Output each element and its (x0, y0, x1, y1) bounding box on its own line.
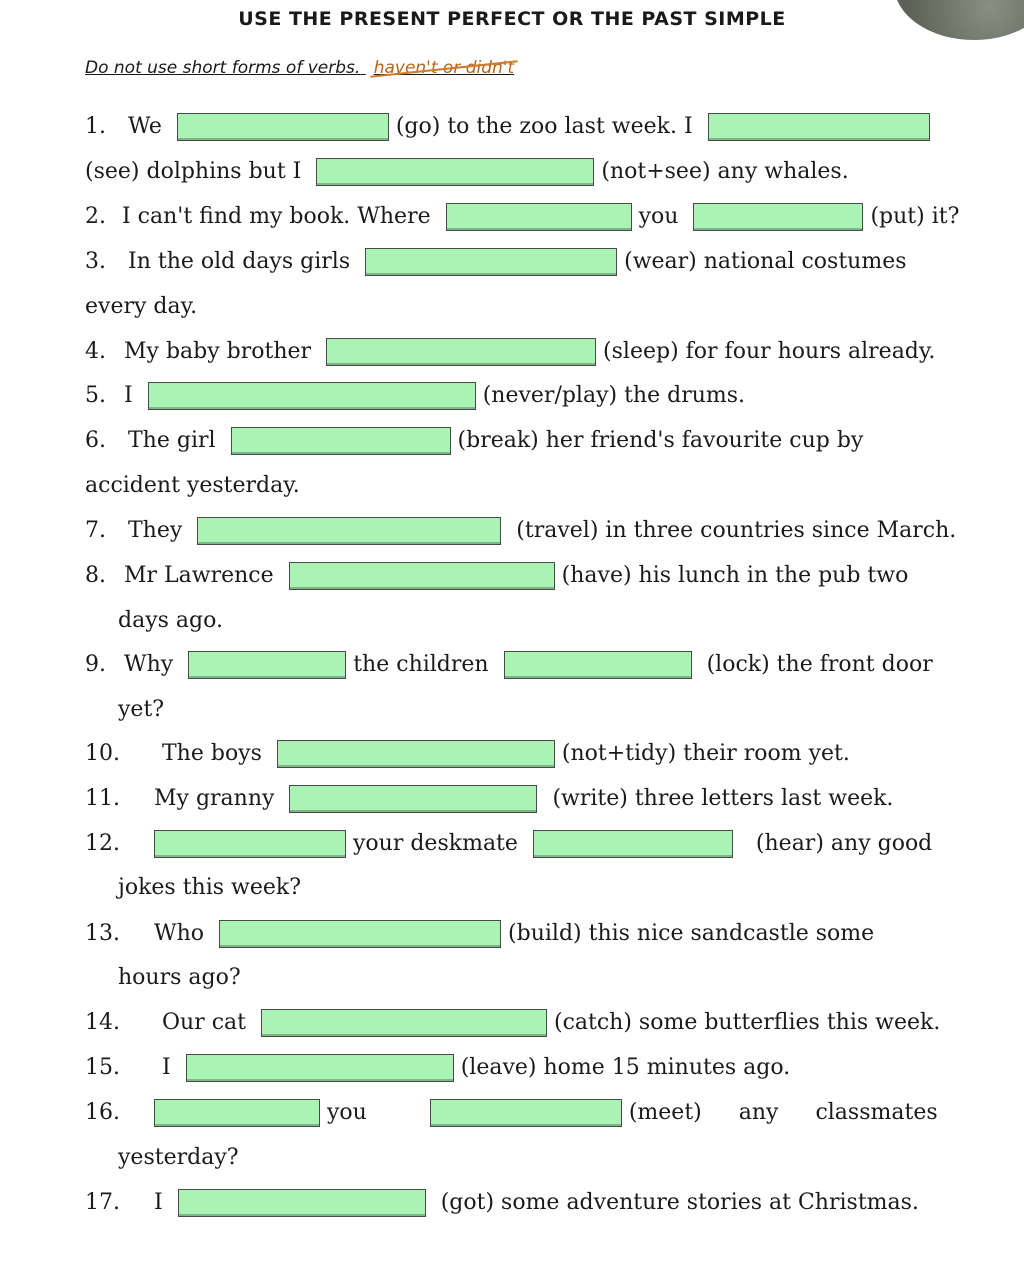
item-number: 1. (85, 114, 106, 139)
answer-box-4[interactable] (326, 338, 596, 366)
item-text: My baby brother (124, 339, 312, 364)
item-5 (85, 376, 745, 416)
item-number: 3. (85, 249, 106, 274)
item-number: 16. (85, 1100, 120, 1125)
item-text: We (128, 114, 162, 139)
item-number: 8. (85, 563, 106, 588)
item-number: 14. (85, 1010, 120, 1035)
item-text: (hear) any good (755, 831, 933, 856)
item-1-cont (85, 152, 849, 192)
item-text: (go) to the zoo last week. I (395, 114, 693, 139)
item-text: days ago. (118, 608, 223, 633)
item-15 (85, 1048, 790, 1088)
item-4 (85, 332, 935, 372)
item-text: hours ago? (118, 965, 241, 990)
item-9 (85, 645, 933, 685)
item-text: you (327, 1100, 367, 1125)
item-text: (wear) national costumes (624, 249, 907, 274)
instruction-label: Do not use short forms of verbs. (85, 58, 361, 78)
answer-box-3[interactable] (365, 248, 617, 276)
answer-box-7[interactable] (197, 517, 501, 545)
item-number: 9. (85, 652, 106, 677)
item-text: (never/play) the drums. (482, 383, 746, 408)
item-10 (85, 734, 850, 774)
item-text: I can't find my book. Where (122, 204, 431, 229)
item-text: (break) her friend's favourite cup by (457, 428, 864, 453)
answer-box-11[interactable] (289, 785, 537, 813)
answer-box-9b[interactable] (504, 651, 692, 679)
item-6-cont (85, 466, 300, 506)
item-17 (85, 1183, 919, 1223)
item-text: (have) his lunch in the pub two (561, 563, 909, 588)
item-text: (catch) some butterflies this week. (554, 1010, 941, 1035)
item-1 (85, 107, 930, 147)
item-11 (85, 779, 893, 819)
item-text: the children (353, 652, 489, 677)
answer-box-1b[interactable] (708, 113, 930, 141)
item-text: (not+tidy) their room yet. (561, 741, 850, 766)
item-text: (meet) any classmates (628, 1100, 938, 1125)
item-text: you (638, 204, 679, 229)
item-16 (85, 1093, 938, 1133)
instruction-text (85, 58, 514, 78)
item-12-cont (118, 868, 301, 908)
answer-box-9a[interactable] (188, 651, 346, 679)
item-text: (see) dolphins but I (85, 159, 302, 184)
item-text: Our cat (162, 1010, 246, 1035)
item-number: 4. (85, 339, 106, 364)
item-number: 15. (85, 1055, 120, 1080)
item-7 (85, 511, 956, 551)
item-text: In the old days girls (128, 249, 351, 274)
item-text: (build) this nice sandcastle some (508, 921, 875, 946)
item-text: (not+see) any whales. (601, 159, 849, 184)
item-text: your deskmate (353, 831, 518, 856)
answer-box-8[interactable] (289, 562, 555, 590)
item-text: I (162, 1055, 171, 1080)
item-text: (leave) home 15 minutes ago. (460, 1055, 791, 1080)
answer-box-14[interactable] (261, 1009, 547, 1037)
item-9-cont (118, 690, 164, 730)
answer-box-1a[interactable] (177, 113, 389, 141)
item-13 (85, 914, 874, 954)
item-text: The girl (128, 428, 216, 453)
item-number: 17. (85, 1190, 120, 1215)
item-number: 6. (85, 428, 106, 453)
item-text: (got) some adventure stories at Christmas. (440, 1190, 919, 1215)
item-text: Mr Lawrence (124, 563, 274, 588)
item-6 (85, 421, 863, 461)
item-text: The boys (162, 741, 262, 766)
item-text: I (154, 1190, 163, 1215)
item-number: 12. (85, 831, 120, 856)
item-text: (put) it? (870, 204, 960, 229)
item-text: every day. (85, 294, 198, 319)
item-text: (write) three letters last week. (552, 786, 894, 811)
answer-box-2a[interactable] (446, 203, 632, 231)
item-16-cont (118, 1138, 239, 1178)
item-text: I (124, 383, 133, 408)
item-text: They (128, 518, 183, 543)
item-14 (85, 1003, 940, 1043)
item-number: 5. (85, 383, 106, 408)
item-number: 7. (85, 518, 106, 543)
answer-box-15[interactable] (186, 1054, 454, 1082)
item-text: (lock) the front door (706, 652, 933, 677)
answer-box-17[interactable] (178, 1189, 426, 1217)
item-text: yet? (118, 697, 165, 722)
item-text: jokes this week? (118, 875, 302, 900)
item-text: (sleep) for four hours already. (603, 339, 936, 364)
item-number: 10. (85, 741, 120, 766)
item-8-cont (118, 601, 223, 641)
item-number: 11. (85, 786, 120, 811)
answer-box-6[interactable] (231, 427, 451, 455)
handwritten-annotation: haven't or didn't (373, 58, 515, 78)
answer-box-13[interactable] (219, 920, 501, 948)
item-8 (85, 556, 908, 596)
item-13-cont (118, 958, 241, 998)
item-text: (travel) in three countries since March. (516, 518, 957, 543)
item-text: My granny (154, 786, 275, 811)
item-3-cont (85, 287, 197, 327)
item-3 (85, 242, 907, 282)
worksheet-title: USE THE PRESENT PERFECT OR THE PAST SIMPLE (238, 8, 786, 30)
item-text: Why (124, 652, 174, 677)
answer-box-12a[interactable] (154, 830, 346, 858)
item-text: yesterday? (118, 1145, 239, 1170)
item-number: 13. (85, 921, 120, 946)
answer-box-16b[interactable] (430, 1099, 622, 1127)
item-2 (85, 197, 959, 237)
answer-box-5[interactable] (148, 382, 476, 410)
item-text: accident yesterday. (85, 473, 300, 498)
item-number: 2. (85, 204, 106, 229)
item-text: Who (154, 921, 205, 946)
answer-box-2b[interactable] (693, 203, 863, 231)
answer-box-10[interactable] (277, 740, 555, 768)
answer-box-16a[interactable] (154, 1099, 320, 1127)
answer-box-1c[interactable] (316, 158, 594, 186)
answer-box-12b[interactable] (533, 830, 733, 858)
item-12 (85, 824, 932, 864)
